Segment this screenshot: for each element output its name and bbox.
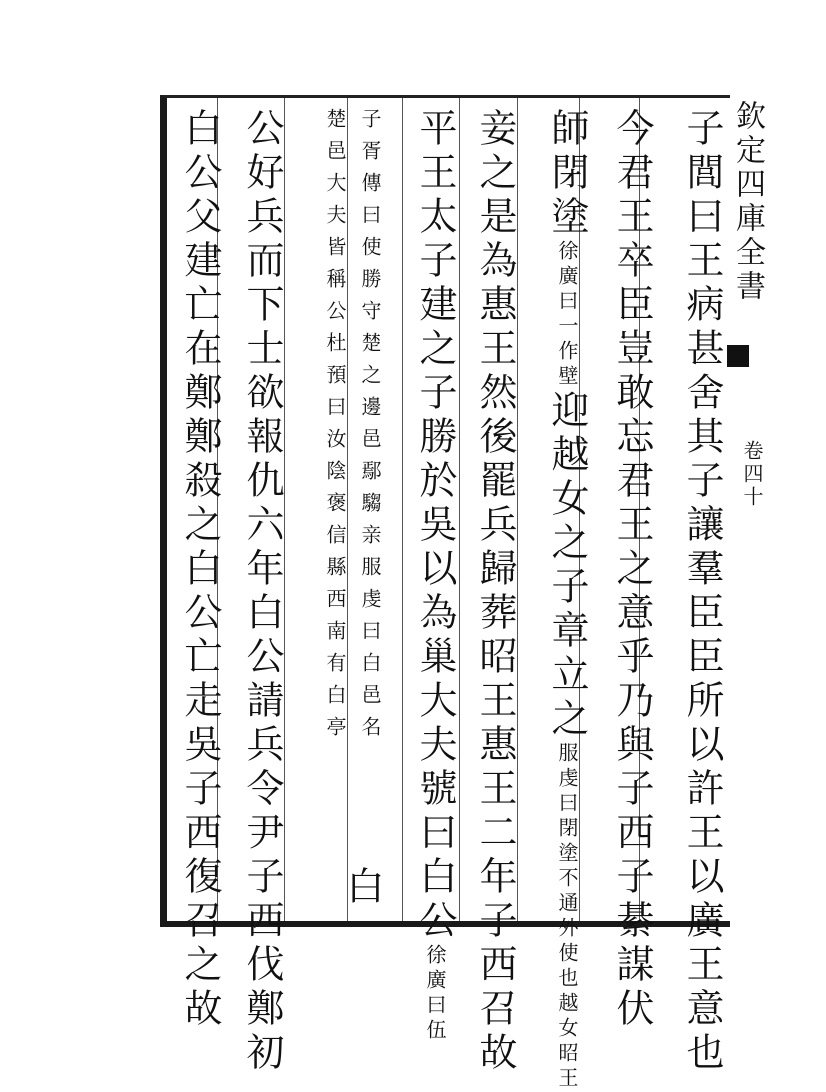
commentary-note: 楚邑大夫皆稱公杜預曰汝陰褒信縣西南有白亭 [323,108,347,748]
text-column-8 [237,108,287,1076]
text-column-1 [677,108,727,1076]
text-column-2 [607,108,657,1032]
book-title: 欽定四庫全書 [730,100,765,304]
text-column-6-main [337,866,387,910]
main-text: 妾之是為惠王然後罷兵歸葬昭王惠王二年子西召故 [473,108,517,1076]
main-text: 迎越女之子章立之 [545,390,589,742]
commentary-note: 徐廣曰伍 [423,944,447,1044]
main-text: 子閭曰王病甚舍其子讓羣臣臣所以許王以廣王意也 [680,108,724,1076]
main-text: 師閉塗 [545,108,589,240]
commentary-note: 服虔曰閉塗不通外使也越女昭王 [555,742,579,1092]
text-column-5 [410,108,460,1044]
main-text: 白 [340,866,384,910]
commentary-note: 徐廣曰一作壁 [555,240,579,390]
main-text: 公好兵而下士欲報仇六年白公請兵令尹子西伐鄭初 [240,108,284,1076]
text-column-3 [542,108,592,1092]
fish-tail-mark [727,345,749,367]
text-column-9 [175,108,225,1032]
page-frame [160,95,730,1092]
column-rule [402,98,403,921]
main-text: 白公父建亡在鄭鄭殺之白公亡走吳子西復召之故 [178,108,222,1032]
text-column-6 [357,108,383,748]
text-column-4 [470,108,520,1076]
text-column-7 [322,108,348,748]
volume-label: 卷四十 [740,440,764,509]
main-text: 平王太子建之子勝於吳以為巢大夫號曰白公 [413,108,457,944]
main-text: 今君王卒臣豈敢忘君王之意乎乃與子西子綦謀伏 [610,108,654,1032]
commentary-note: 子胥傳曰使勝守楚之邊邑鄢騶亲服虔曰白邑名 [358,108,382,748]
